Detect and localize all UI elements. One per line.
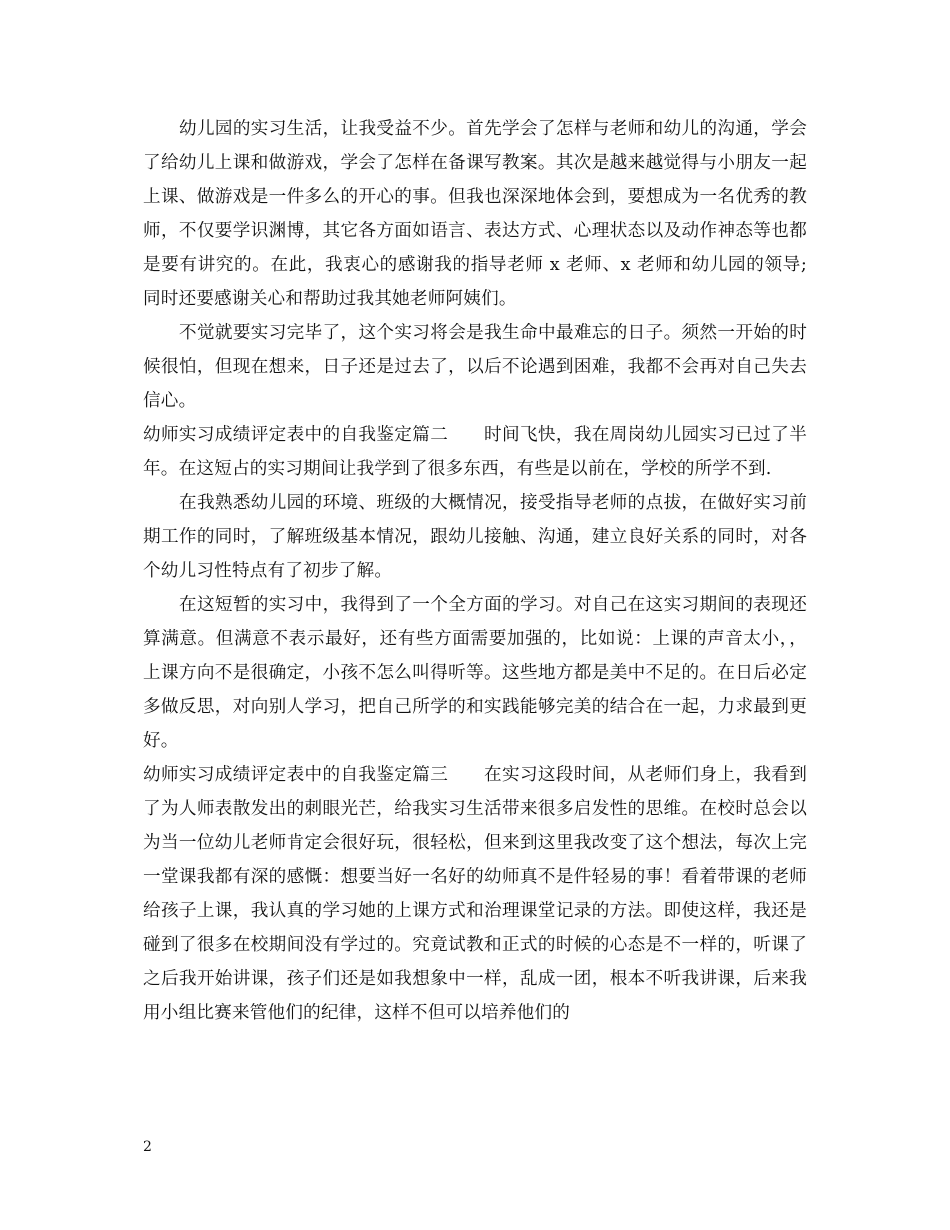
document-body bbox=[143, 112, 807, 1030]
paragraph-3-section-two: 幼师实习成绩评定表中的自我鉴定篇二 时间飞快，我在周岗幼儿园实习已过了半年。在这短占的实习期间让我学到了很多东西，有些是以前在，学校的所学不到. bbox=[143, 425, 807, 479]
paragraph-2: 不觉就要实习完毕了，这个实习将会是我生命中最难忘的日子。须然一开始的时候很怕，但现在想来，日子还是过去了，以后不论遇到困难，我都不会再对自己失去信心。 bbox=[143, 323, 807, 411]
paragraph-5: 在这短暂的实习中，我得到了一个全方面的学习。对自己在这实习期间的表现还算满意。但满意不表示最好，还有些方面需要加强的，比如说：上课的声音太小，，上课方向不是很确定，小孩不怎么叫得听等。这些地方都是美中不足的。在日后必定多做反思，对向别人学习，把自己所学的和实践能够完美的结合在一起，力求最到更好。 bbox=[143, 595, 807, 751]
paragraph-6-section-three: 幼师实习成绩评定表中的自我鉴定篇三 在实习这段时间，从老师们身上，我看到了为人师表散发出的刺眼光芒，给我实习生活带来很多启发性的思维。在校时总会以为当一位幼儿老师肯定会很好玩，很轻松，但来到这里我改变了这个想法，每次上完一堂课我都有深的感慨：想要当好一名好的幼师真不是件轻易的事！看着带课的老师给孩子上课，我认真的学习她的上课方式和治理课堂记录的方法。即使这样，我还是碰到了很多在校期间没有学过的。究竟试教和正式的时候的心态是不一样的，听课了之后我开始讲课，孩子们还是如我想象中一样，乱成一团，根本不听我讲课，后来我用小组比赛来管他们的纪律，这样不但可以培养他们的 bbox=[143, 765, 807, 1023]
paragraph-1: 幼儿园的实习生活，让我受益不少。首先学会了怎样与老师和幼儿的沟通，学会了给幼儿上课和做游戏，学会了怎样在备课写教案。其次是越来越觉得与小朋友一起上课、做游戏是一件多么的开心的事。但我也深深地体会到，要想成为一名优秀的教师，不仅要学识渊博，其它各方面如语言、表达方式、心理状态以及动作神态等也都是要有讲究的。在此，我衷心的感谢我的指导老师 x 老师、x 老师和幼儿园的领导;同时还要感谢关心和帮助过我其她老师阿姨们。 bbox=[143, 119, 807, 309]
paragraph-4: 在我熟悉幼儿园的环境、班级的大概情况，接受指导老师的点拔，在做好实习前期工作的同时，了解班级基本情况，跟幼儿接触、沟通，建立良好关系的同时，对各个幼儿习性特点有了初步了解。 bbox=[143, 493, 807, 581]
page-number: 2 bbox=[143, 1139, 152, 1155]
